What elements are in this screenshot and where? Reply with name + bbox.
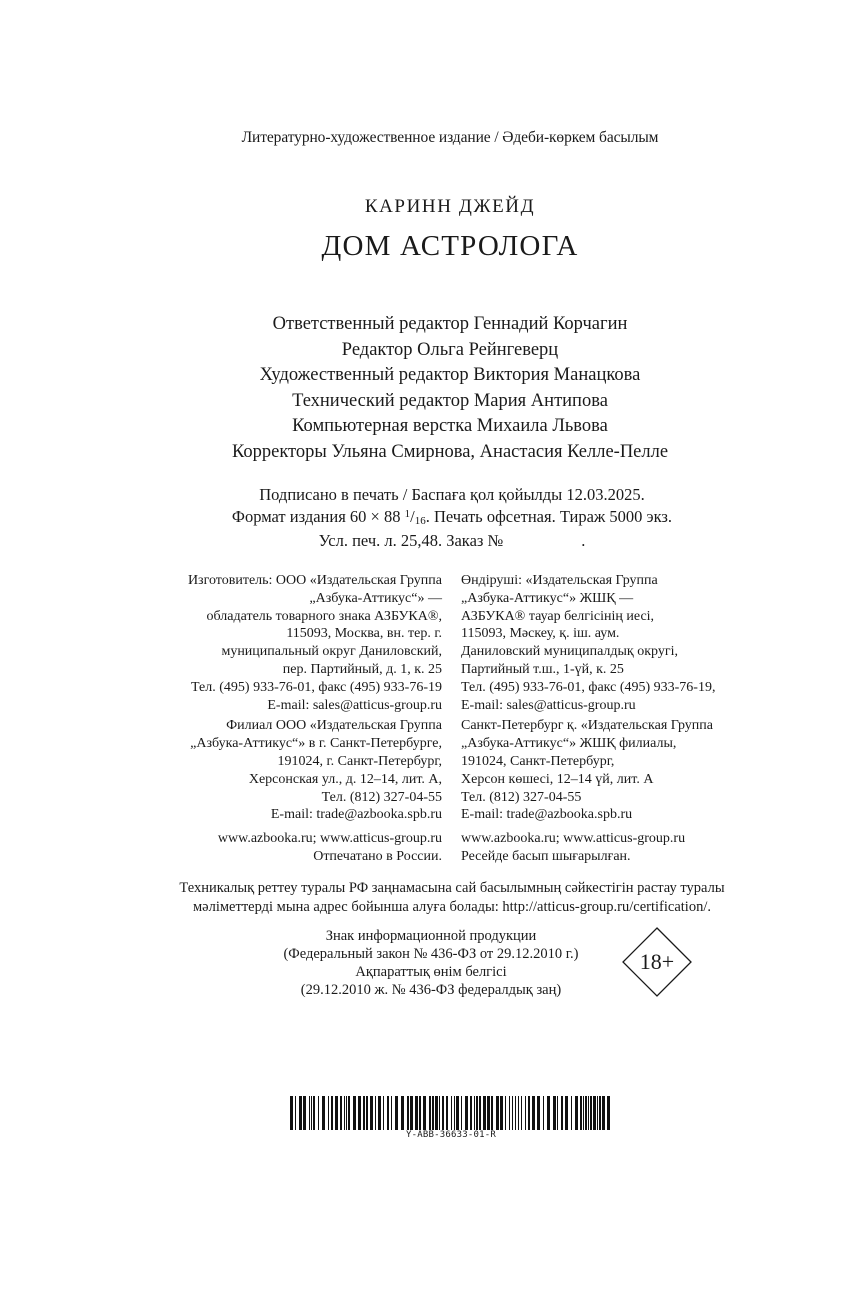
barcode-bar [451, 1096, 452, 1130]
barcode-bar [575, 1096, 578, 1130]
manufacturer-line: Партийный т.ш., 1-үй, к. 25 [461, 661, 624, 677]
barcode-bar [500, 1096, 503, 1130]
credit-line: Художественный редактор Виктория Манацкова [259, 365, 641, 385]
barcode-bar [318, 1096, 319, 1130]
credit-line: Корректоры Ульяна Смирнова, Анастасия Келле-Пелле [231, 441, 669, 462]
barcode-bar [407, 1096, 409, 1130]
barcode-bar [521, 1096, 522, 1130]
barcode-bar [565, 1096, 568, 1130]
barcode-bar [419, 1096, 421, 1130]
barcode-bar [383, 1096, 384, 1130]
manufacturer-line: Тел. (495) 933-76-01, факс (495) 933-76-19 [191, 679, 442, 695]
branch-line: Филиал ООО «Издательская Группа [226, 718, 442, 734]
barcode-bar [571, 1096, 572, 1130]
barcode-bar [454, 1096, 455, 1130]
barcode-bar [375, 1096, 376, 1130]
barcode-bar [496, 1096, 499, 1130]
barcode-bar [456, 1096, 459, 1130]
barcode-bar [580, 1096, 582, 1130]
manufacturer-line: муниципальный округ Даниловский, [221, 644, 442, 660]
signed-line: Подписано в печать / Баспаға қол қойылды 12.03.2025. [259, 485, 645, 504]
barcode-bar [597, 1096, 598, 1130]
barcode-bar [442, 1096, 444, 1130]
manufacturer-line: „Азбука-Аттикус“» — [309, 590, 442, 606]
barcode-bar [593, 1096, 596, 1130]
age-rating-text: 18+ [639, 949, 675, 974]
branch-line: „Азбука-Аттикус“» ЖШҚ филиалы, [461, 736, 677, 752]
barcode-bar [378, 1096, 381, 1130]
barcode-bar [491, 1096, 493, 1130]
credit-line: Ответственный редактор Геннадий Корчагин [272, 314, 628, 334]
info-product-line: Знак информационной продукции [325, 928, 537, 944]
tech-line: мәліметтерді мына адрес бойынша алуға болады: http://atticus-group.ru/certification/. [193, 898, 711, 915]
barcode-bar [290, 1096, 293, 1130]
manufacturer-line: пер. Партийный, д. 1, к. 25 [282, 661, 442, 677]
barcode-bar [461, 1096, 462, 1130]
barcode-bar [311, 1096, 312, 1130]
barcode-bar [331, 1096, 333, 1130]
barcode-bar [322, 1096, 325, 1130]
web-line: Отпечатано в России. [313, 848, 442, 864]
print-info [0, 485, 856, 551]
barcode-bar [483, 1096, 486, 1130]
barcode-bar [429, 1096, 431, 1130]
web-line: Ресейде басып шығарылған. [461, 848, 631, 864]
format-line: Формат издания 60 × 88 $^1$/16. Печать офсетная. Тираж 5000 экз. [231, 506, 673, 527]
barcode-bar [363, 1096, 365, 1130]
barcode-bar [476, 1096, 478, 1130]
info-product-block [250, 927, 650, 999]
manufacturer-line: E-mail: sales@atticus-group.ru [267, 697, 442, 713]
book-title: ДОМ АСТРОЛОГА [321, 230, 579, 262]
barcode-bar [537, 1096, 540, 1130]
info-product-line: Ақпараттық өнім белгісі [355, 964, 507, 980]
barcode-bar [547, 1096, 550, 1130]
barcode-bar [543, 1096, 544, 1130]
barcode-bar [479, 1096, 481, 1130]
manufacturer-line: Изготовитель: ООО «Издательская Группа [187, 573, 442, 588]
barcode-bar [303, 1096, 306, 1130]
barcode-bar [335, 1096, 338, 1130]
barcode-bar [395, 1096, 398, 1130]
barcode-bar [439, 1096, 440, 1130]
info-product-line: (Федеральный закон № 436-ФЗ от 29.12.2010 г.) [283, 946, 579, 962]
barcode-bar [366, 1096, 368, 1130]
barcode-bar [474, 1096, 475, 1130]
manufacturer-line: Тел. (495) 933-76-01, факс (495) 933-76-19, [461, 679, 716, 695]
barcode-bar [525, 1096, 526, 1130]
barcode-bar [532, 1096, 535, 1130]
branch-line: Херсон көшесі, 12–14 үй, лит. А [461, 771, 654, 787]
branch-line: E-mail: trade@azbooka.spb.ru [461, 807, 633, 823]
manufacturer-kz [461, 572, 801, 866]
branch-line: 191024, г. Санкт-Петербург, [277, 753, 442, 769]
barcode-bar [344, 1096, 345, 1130]
barcode-bar [446, 1096, 448, 1130]
tech-line: Техникалық реттеу туралы РФ заңнамасына сай басылымның сәйкестігін растау туралы [179, 880, 725, 896]
barcode-bar [370, 1096, 373, 1130]
barcode [286, 1096, 616, 1130]
barcode-bar [465, 1096, 468, 1130]
barcode-bar [470, 1096, 472, 1130]
barcode-bar [358, 1096, 361, 1130]
barcode-bar [299, 1096, 302, 1130]
barcode-bar [313, 1096, 315, 1130]
barcode-bar [607, 1096, 610, 1130]
genre-line: Литературно-художественное издание / Әдеби-көркем басылым [241, 129, 659, 146]
barcode-bar [435, 1096, 438, 1130]
barcode-bar [309, 1096, 310, 1130]
manufacturer-line: АЗБУКА® тауар белгісінің иесі, [461, 608, 655, 624]
author-name: КАРИНН ДЖЕЙД [364, 196, 536, 217]
tech-regulation [0, 879, 856, 916]
manufacturer-ru [120, 572, 442, 866]
barcode-bar [346, 1096, 347, 1130]
branch-line: 191024, Санкт-Петербург, [461, 753, 615, 769]
credits-block [0, 312, 856, 465]
barcode-bar [353, 1096, 356, 1130]
branch-line: Санкт-Петербург қ. «Издательская Группа [461, 718, 713, 734]
web-line: www.azbooka.ru; www.atticus-group.ru [217, 831, 442, 847]
barcode-bar [602, 1096, 605, 1130]
barcode-bar [432, 1096, 434, 1130]
manufacturer-line: 115093, Москва, вн. тер. г. [286, 626, 442, 642]
manufacturer-line: E-mail: sales@atticus-group.ru [461, 697, 636, 713]
barcode-bar [518, 1096, 519, 1130]
barcode-bar [328, 1096, 329, 1130]
web-line: www.azbooka.ru; www.atticus-group.ru [461, 831, 686, 847]
barcode-bar [348, 1096, 350, 1130]
barcode-bar [583, 1096, 584, 1130]
sheets-line: Усл. печ. л. 25,48. Заказ № . [318, 531, 586, 550]
barcode-bar [387, 1096, 389, 1130]
barcode-bar [340, 1096, 342, 1130]
branch-line: „Азбука-Аттикус“» в г. Санкт-Петербурге, [190, 736, 442, 752]
barcode-bar [487, 1096, 490, 1130]
barcode-bar [553, 1096, 556, 1130]
barcode-bar [415, 1096, 418, 1130]
manufacturer-line: „Азбука-Аттикус“» ЖШҚ — [461, 590, 634, 606]
barcode-bar [515, 1096, 516, 1130]
barcode-bar [512, 1096, 513, 1130]
barcode-bar [509, 1096, 510, 1130]
barcode-bar [391, 1096, 392, 1130]
barcode-label: Y-ABB-36633-01-R [406, 1130, 496, 1140]
branch-line: Херсонская ул., д. 12–14, лит. А, [248, 771, 442, 787]
manufacturer-line: обладатель товарного знака АЗБУКА®, [206, 608, 442, 624]
branch-line: Тел. (812) 327-04-55 [461, 789, 582, 805]
credit-line: Компьютерная верстка Михаила Львова [292, 416, 608, 436]
info-product-line: (29.12.2010 ж. № 436-ФЗ федералдық заң) [300, 982, 562, 998]
barcode-bar [295, 1096, 296, 1130]
barcode-bar [528, 1096, 530, 1130]
manufacturer-line: Өндіруші: «Издательская Группа [461, 573, 658, 588]
barcode-bar [561, 1096, 563, 1130]
barcode-bar [588, 1096, 589, 1130]
manufacturer-line: 115093, Мәскеу, қ. іш. аум. [461, 626, 620, 642]
branch-line: Тел. (812) 327-04-55 [321, 789, 442, 805]
barcode-bar [599, 1096, 601, 1130]
age-rating-badge [622, 927, 692, 997]
barcode-bar [423, 1096, 426, 1130]
credit-line: Редактор Ольга Рейнгеверц [341, 339, 559, 360]
barcode-bar [590, 1096, 592, 1130]
barcode-bar [557, 1096, 558, 1130]
manufacturer-line: Даниловский муниципалдық округі, [461, 644, 678, 660]
barcode-bar [505, 1096, 506, 1130]
credit-line: Технический редактор Мария Антипова [292, 390, 608, 411]
barcode-bar [585, 1096, 587, 1130]
barcode-bar [410, 1096, 413, 1130]
branch-line: E-mail: trade@azbooka.spb.ru [270, 807, 442, 823]
barcode-bar [401, 1096, 404, 1130]
